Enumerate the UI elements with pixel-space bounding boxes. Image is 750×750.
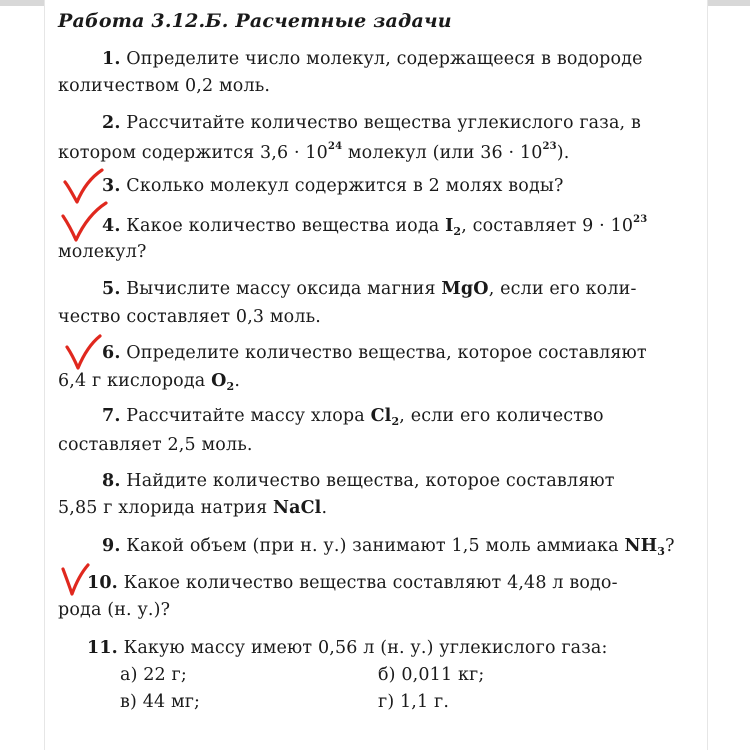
task-2-line-2: котором содержится $3,6 \cdot 10^{24}$ молекул (или $36 \cdot 10^{23}$).: [58, 141, 570, 163]
task-11-option-b: б) 0,011 кг;: [378, 665, 485, 685]
task-3-line-1: 3. Сколько молекул содержится в 2 молях воды?: [102, 176, 564, 196]
page-title: Работа 3.12.Б. Расчетные задачи: [58, 10, 452, 32]
task-4-line-2: молекул?: [58, 242, 147, 262]
task-10-line-2: рода (н. у.)?: [58, 600, 171, 620]
task-7-line-2: составляет 2,5 моль.: [58, 435, 253, 455]
checkmark-icon-task-6: [64, 334, 102, 372]
task-5-line-2: чество составляет 0,3 моль.: [58, 307, 322, 327]
checkmark-icon-task-4: [60, 200, 108, 244]
task-4-line-1: 4. Какое количество вещества иода $I_2$, составляет $9 \cdot 10^{23}$: [102, 214, 648, 238]
task-11-option-a: а) 22 г;: [120, 665, 187, 685]
task-8-line-2: 5,85 г хлорида натрия NaCl.: [58, 498, 328, 518]
task-6-line-2: 6,4 г кислорода $O_2$.: [58, 371, 241, 393]
task-5-line-1: 5. Вычислите массу оксида магния MgO, если его коли-: [102, 279, 637, 299]
task-11-option-c: в) 44 мг;: [120, 692, 201, 712]
task-1-line-2: количеством 0,2 моль.: [58, 76, 271, 96]
task-2-line-1: 2. Рассчитайте количество вещества углекислого газа, в: [102, 113, 641, 133]
task-8-line-1: 8. Найдите количество вещества, которое составляют: [102, 471, 615, 491]
task-6-line-1: 6. Определите количество вещества, которое составляют: [102, 343, 647, 363]
task-1-line-1: 1. Определите число молекул, содержащееся в водороде: [102, 49, 643, 69]
task-10-line-1: 10. Какое количество вещества составляют 4,48 л водо-: [87, 573, 618, 593]
checkmark-icon-task-10: [60, 563, 90, 597]
task-9-line-1: 9. Какой объем (при н. у.) занимают 1,5 моль аммиака $NH_3$?: [102, 536, 675, 558]
task-7-line-1: 7. Рассчитайте массу хлора $Cl_2$, если его количество: [102, 406, 604, 428]
task-11-line-1: 11. Какую массу имеют 0,56 л (н. у.) углекислого газа:: [87, 638, 608, 658]
task-11-option-d: г) 1,1 г.: [378, 692, 450, 712]
